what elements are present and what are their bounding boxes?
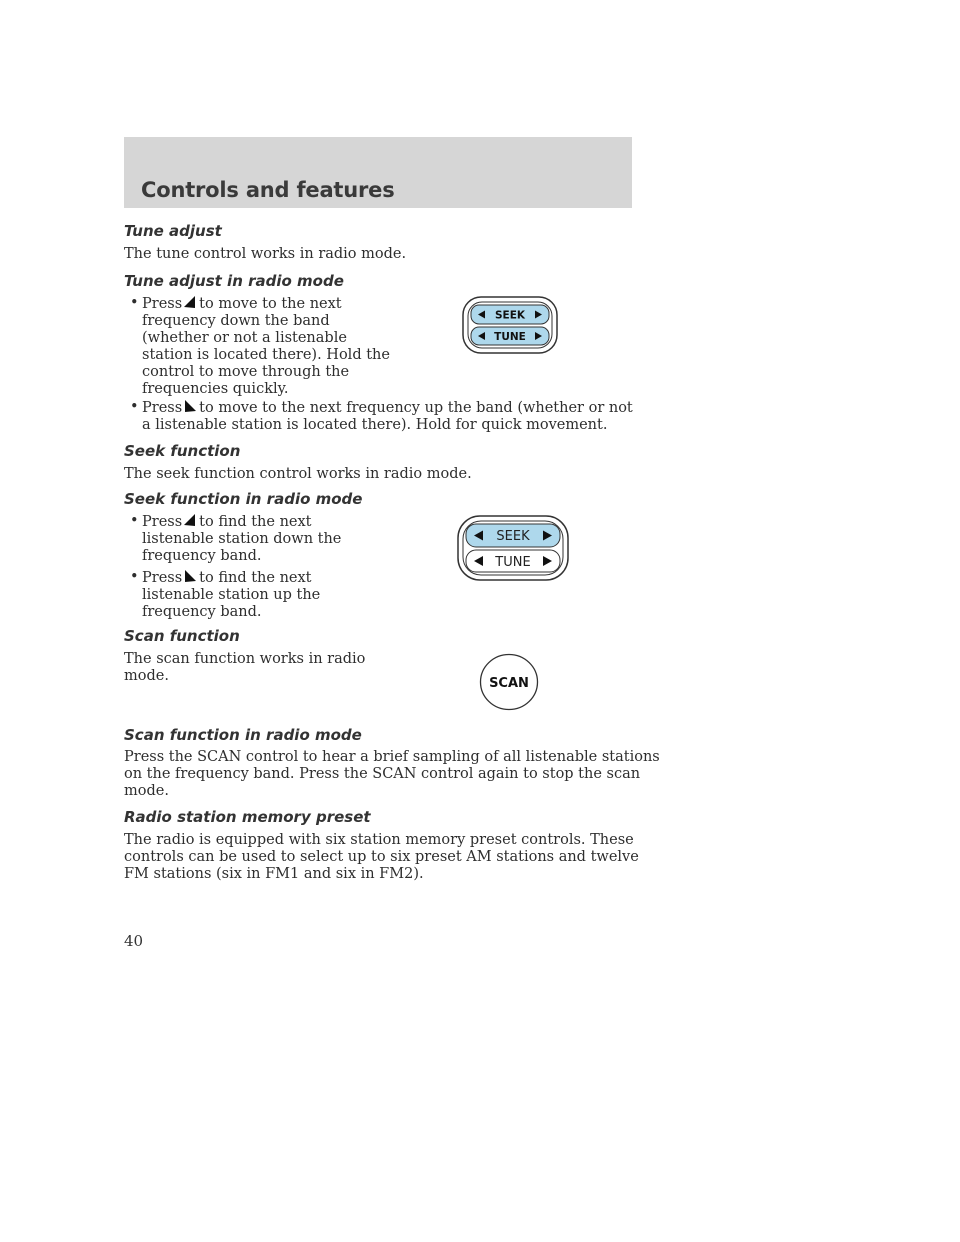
page-number: 40 bbox=[124, 932, 144, 950]
seek-button[interactable] bbox=[466, 524, 560, 547]
text-scan-function-2: mode. bbox=[124, 668, 169, 684]
list-item: • Press to find the next listenable station down the frequency band. bbox=[130, 513, 342, 564]
left-arrow-icon bbox=[183, 295, 197, 309]
text-tune-adjust: The tune control works in radio mode. bbox=[124, 246, 407, 262]
heading-seek-function: Seek function bbox=[124, 442, 241, 460]
text-scan-radio-3: mode. bbox=[124, 783, 169, 799]
text-memory-preset-3: FM stations (six in FM1 and six in FM2). bbox=[124, 866, 424, 882]
heading-tune-radio: Tune adjust in radio mode bbox=[124, 272, 344, 290]
text-scan-radio-1: Press the SCAN control to hear a brief sampling of all listenable stations bbox=[124, 749, 660, 765]
text-scan-function-1: The scan function works in radio bbox=[124, 651, 366, 667]
seek-label: SEEK bbox=[496, 529, 530, 544]
heading-seek-radio: Seek function in radio mode bbox=[124, 490, 363, 508]
heading-memory-preset: Radio station memory preset bbox=[124, 808, 371, 826]
right-arrow-icon bbox=[183, 569, 197, 583]
text-seek-function: The seek function control works in radio mode. bbox=[124, 466, 472, 482]
page-title: Controls and features bbox=[141, 178, 395, 202]
seek-tune-control-figure bbox=[462, 296, 558, 354]
seek-label: SEEK bbox=[494, 309, 526, 322]
tune-label: TUNE bbox=[495, 555, 531, 570]
list-item: • Press to move to the next frequency up the band (whether or not a listenable station is located there). Hold for quick movement. bbox=[130, 399, 633, 433]
text-scan-radio-2: on the frequency band. Press the SCAN control again to stop the scan bbox=[124, 766, 641, 782]
scan-button[interactable] bbox=[481, 655, 538, 710]
left-arrow-icon bbox=[183, 513, 197, 527]
seek-button[interactable] bbox=[471, 305, 549, 324]
list-item: • Press to move to the next frequency down the band (whether or not a listenable station is located there). Hold the control to move through the frequencies quickly. bbox=[130, 295, 390, 397]
text-memory-preset-1: The radio is equipped with six station memory preset controls. These bbox=[124, 832, 634, 848]
right-arrow-icon bbox=[183, 399, 197, 413]
scan-label: SCAN bbox=[489, 676, 529, 691]
text-memory-preset-2: controls can be used to select up to six preset AM stations and twelve bbox=[124, 849, 639, 865]
scan-control-figure bbox=[479, 653, 539, 711]
heading-scan-function: Scan function bbox=[124, 627, 240, 645]
heading-scan-radio: Scan function in radio mode bbox=[124, 726, 362, 744]
list-item: • Press to find the next listenable station up the frequency band. bbox=[130, 569, 321, 620]
tune-button[interactable] bbox=[466, 550, 560, 572]
tune-button[interactable] bbox=[471, 327, 549, 345]
tune-label: TUNE bbox=[494, 331, 526, 343]
seek-tune-control-figure-large bbox=[457, 515, 569, 581]
heading-tune-adjust: Tune adjust bbox=[124, 222, 222, 240]
